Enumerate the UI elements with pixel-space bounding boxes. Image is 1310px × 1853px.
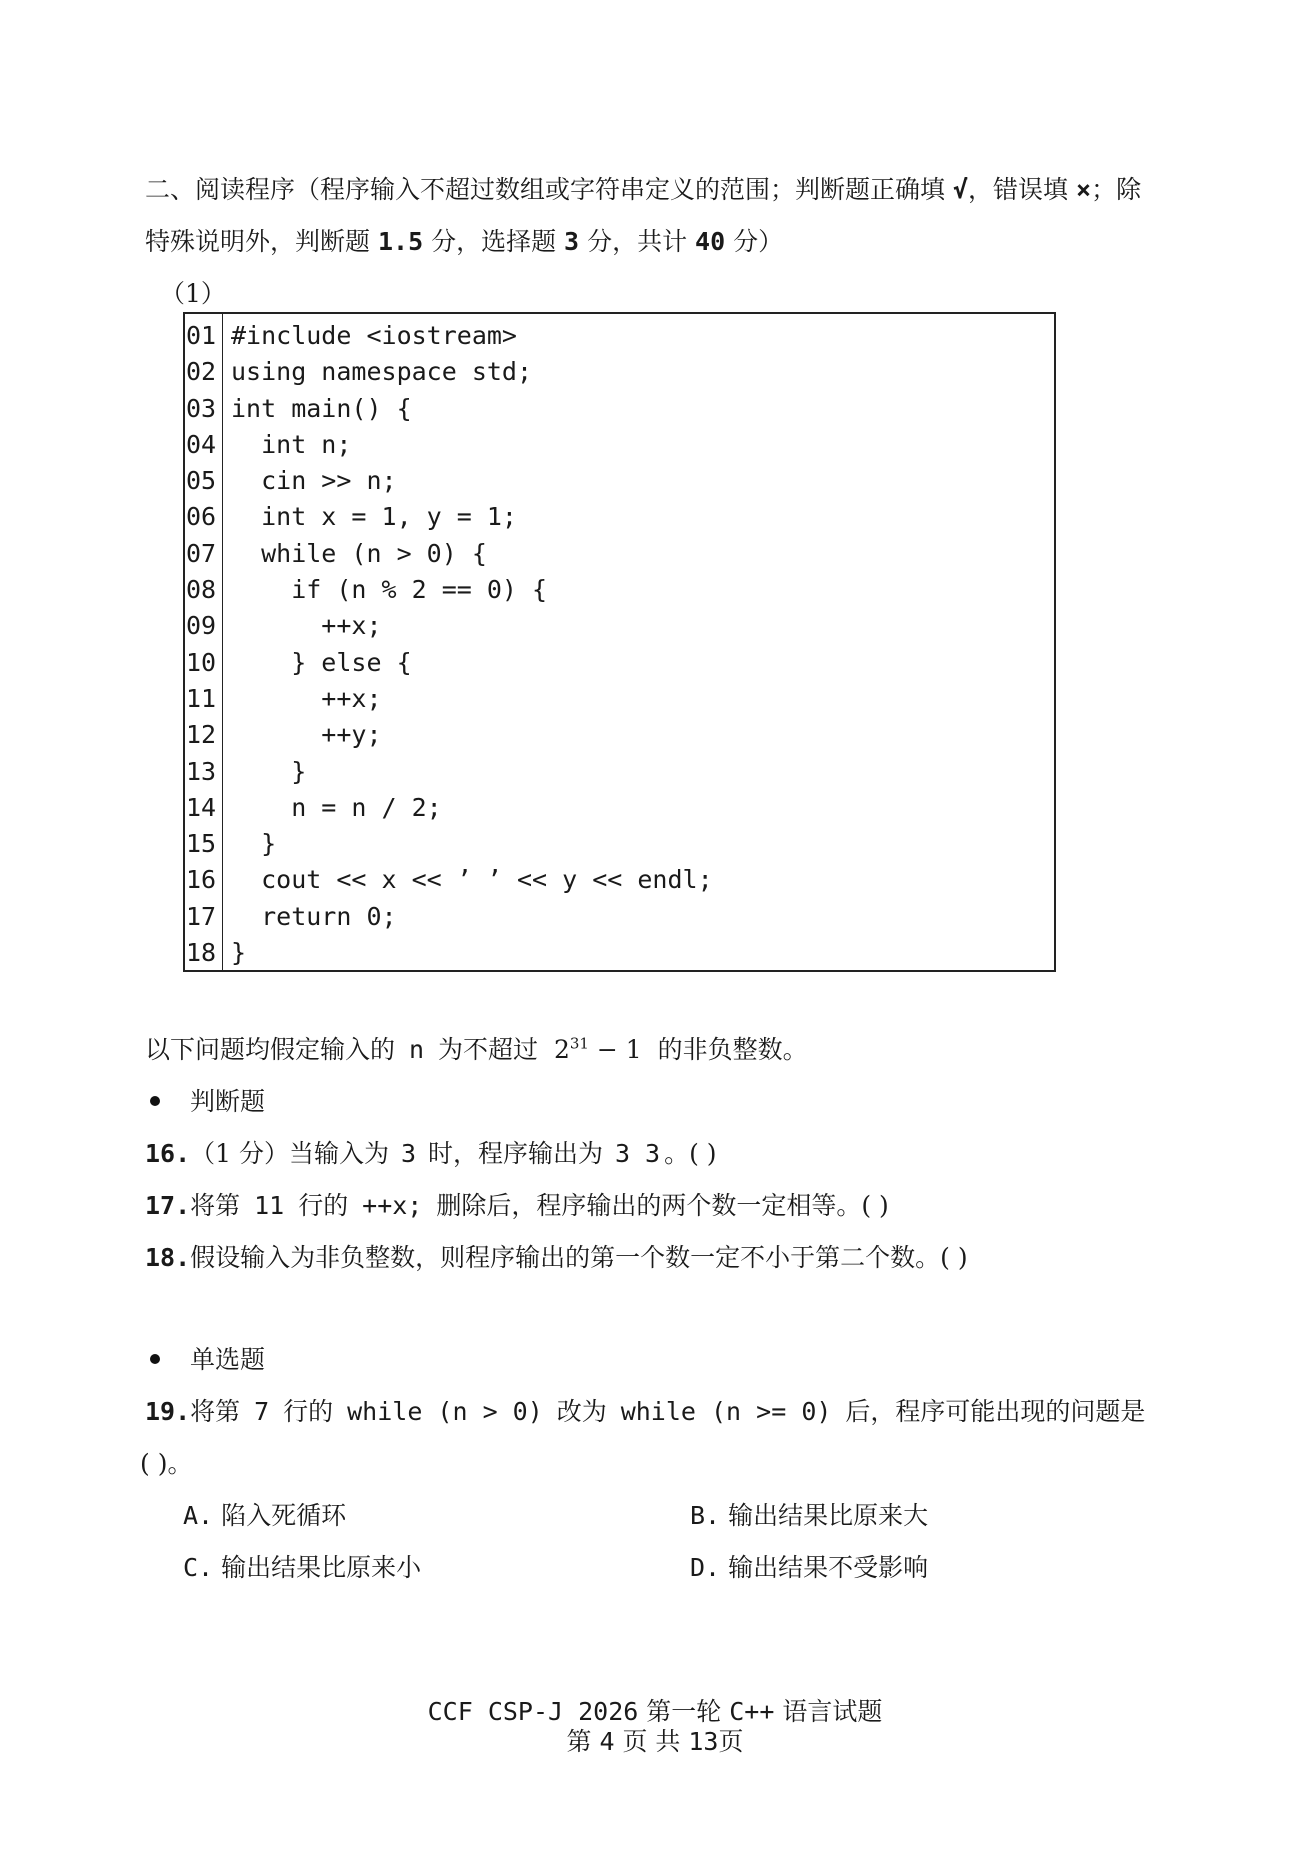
code-line: ++x;: [231, 611, 382, 641]
line-number: 17: [186, 901, 217, 931]
footer-page-number: 第 4 页 共 13页: [566, 1727, 744, 1756]
code-line: #include <iostream>: [231, 321, 517, 350]
line-numbers: [185, 318, 222, 971]
code-line: return 0;: [231, 901, 397, 931]
code-divider: [222, 314, 223, 970]
line-number: 07: [186, 538, 217, 568]
question-16: 16.（1 分）当输入为 3 时，程序输出为 3 3 。( ): [145, 1139, 717, 1168]
bullet-icon: [150, 1354, 160, 1364]
code-lines: [231, 318, 713, 971]
line-number: 04: [186, 429, 217, 459]
bullet-icon: [150, 1096, 160, 1106]
check-mark: √: [952, 175, 969, 204]
line-number: 12: [186, 720, 217, 750]
math-bound: $2^{31} - 1$: [553, 1034, 642, 1064]
points-choice: 3: [564, 227, 580, 256]
line-number: 02: [186, 357, 217, 387]
code-line: ++y;: [231, 720, 382, 750]
problem-label: （1）: [160, 279, 226, 308]
choice-heading: 单选题: [150, 1340, 265, 1376]
code-listing: [183, 312, 1056, 972]
code-line: int n;: [231, 429, 352, 459]
option-c: C. 输出结果比原来小: [183, 1553, 422, 1582]
line-number: 06: [186, 502, 217, 532]
line-number: 18: [186, 938, 217, 968]
line-number: 16: [186, 865, 217, 895]
line-number: 11: [186, 683, 217, 713]
footer-title: CCF CSP-J 2026 第一轮 C++ 语言试题: [427, 1697, 883, 1726]
line-number: 08: [186, 575, 217, 605]
code-line: int x = 1, y = 1;: [231, 502, 517, 532]
section-heading-line-1: 二、阅读程序（程序输入不超过数组或字符串定义的范围；判断题正确填 √，错误填 ×；除: [145, 175, 1142, 204]
code-line: }: [231, 938, 247, 968]
code-line: }: [231, 756, 307, 786]
points-total: 40: [695, 227, 726, 256]
code-line: cout << x << ’ ’ << y << endl;: [231, 865, 713, 895]
line-number: 15: [186, 829, 217, 859]
assumption-text: 以下问题均假定输入的 n 为不超过 $2^{31} - 1$ 的非负整数。: [145, 1034, 808, 1064]
line-number: 14: [186, 792, 217, 822]
code-line: int main() {: [231, 393, 412, 423]
code-line: n = n / 2;: [231, 792, 442, 822]
question-19: 19.将第 7 行的 while (n > 0) 改为 while (n >= 0) 后，程序可能出现的问题是: [145, 1397, 1146, 1426]
line-number: 03: [186, 393, 217, 423]
code-line: while (n > 0) {: [231, 538, 487, 568]
question-17: 17.将第 11 行的 ++x; 删除后，程序输出的两个数一定相等。( ): [145, 1191, 889, 1220]
line-number: 01: [186, 321, 217, 350]
judge-heading: 判断题: [150, 1082, 265, 1118]
option-b: B. 输出结果比原来大: [690, 1501, 929, 1530]
code-line: }: [231, 829, 277, 859]
points-judge: 1.5: [377, 227, 424, 256]
code-line: } else {: [231, 647, 412, 677]
line-number: 09: [186, 611, 217, 641]
option-d: D. 输出结果不受影响: [690, 1553, 929, 1582]
var-n: n: [408, 1035, 425, 1064]
question-18: 18.假设输入为非负整数，则程序输出的第一个数一定不小于第二个数。( ): [145, 1243, 968, 1272]
code-line: using namespace std;: [231, 357, 533, 387]
question-19-continuation: ( )。: [140, 1449, 193, 1478]
code-line: if (n % 2 == 0) {: [231, 575, 548, 605]
section-heading-line-2: 特殊说明外，判断题 1.5 分，选择题 3 分，共计 40 分）: [145, 227, 784, 256]
line-number: 13: [186, 756, 217, 786]
code-line: ++x;: [231, 683, 382, 713]
cross-mark: ×: [1076, 175, 1092, 204]
line-number: 05: [186, 466, 217, 496]
option-a: A. 陷入死循环: [183, 1501, 347, 1530]
line-number: 10: [186, 647, 217, 677]
code-line: cin >> n;: [231, 466, 397, 496]
